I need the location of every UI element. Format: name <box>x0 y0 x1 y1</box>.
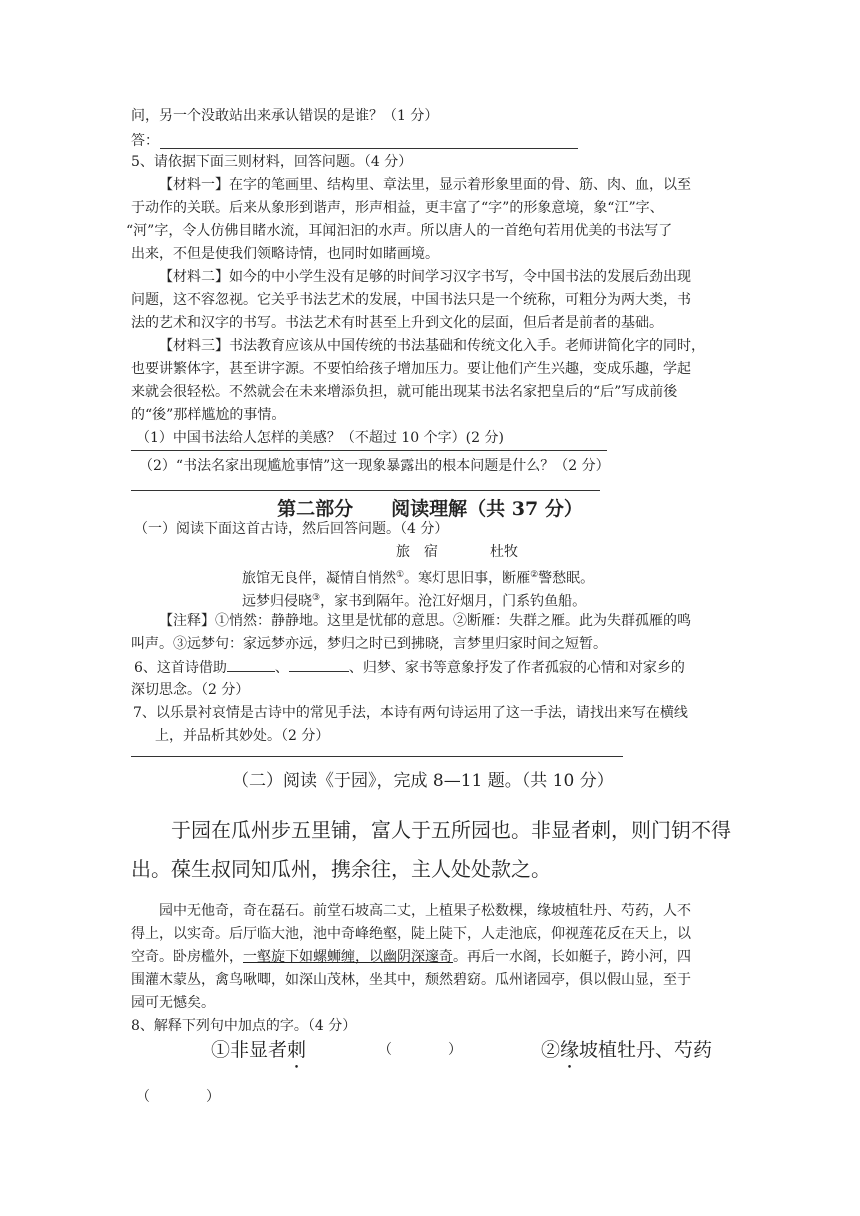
material-2-l3: 法的艺术和汉字的书写。书法艺术有时甚至上升到文化的层面，但后者是前者的基础。 <box>131 315 663 331</box>
answer-line-q7[interactable] <box>131 756 623 757</box>
note-1: 【注释】①悄然：静静地。这里是忧郁的意思。②断雁：失群之雁。此为失群孤雁的鸣 <box>159 613 691 629</box>
yuyuan-p1a: 于园在瓜州步五里铺，富人于五所园也。非显者刺，则门钥不得 <box>171 818 731 842</box>
yuyuan-p2-l4: 围灌木蒙丛，禽鸟啾唧，如深山茂林，坐其中，颓然碧窈。瓜州诸园亭，俱以假山显，至于 <box>131 972 691 988</box>
section2-heading: （二）阅读《于园》，完成 8—11 题。（共 10 分） <box>232 771 614 791</box>
yuyuan-p2-l2: 得上，以实奇。后厅临大池，池中奇峰绝壑，陡上陡下，人走池底，仰视莲花反在天上，以 <box>131 926 691 942</box>
material-1-l2: 于动作的关联。后来从象形到谐声，形声相益，更丰富了“字”的形象意境，象“江”字、 <box>131 200 664 216</box>
answer-label: 答： <box>131 133 159 149</box>
poem-l2b: ，家书到隔年。沧江好烟月，门系钓鱼船。 <box>320 593 587 610</box>
poem-line-1 <box>242 565 594 589</box>
sup-1: ① <box>396 570 405 580</box>
yuyuan-p2-l3b: 。再后一水阁，长如艇子，跨小河，四 <box>453 949 691 965</box>
q8-intro: 8、解释下列句中加点的字。（4 分） <box>131 1018 357 1034</box>
poem-title: 旅 宿 <box>396 544 438 560</box>
material-3-l2: 也要讲繁体字，甚至讲字源。不要怕给孩子增加压力。要让他们产生兴趣，变成乐趣，学起 <box>131 361 691 377</box>
answer-line[interactable] <box>160 148 578 149</box>
q8-item-2-num: ② <box>541 1039 561 1061</box>
q6-blank-2[interactable] <box>289 657 349 672</box>
q6-blank-1[interactable] <box>227 657 275 672</box>
material-2-l2: 问题，这不容忽视。它关乎书法艺术的发展，中国书法只是一个统称，可粗分为两大类，书 <box>131 292 691 308</box>
material-1: 【材料一】在字的笔画里、结构里、章法里，显示着形象里面的骨、筋、肉、血，以至 <box>159 177 691 193</box>
poem-l1b: 。寒灯思旧事，断雁 <box>404 570 531 587</box>
poem-intro: （一）阅读下面这首古诗，然后回答问题。（4 分） <box>134 521 449 537</box>
part2-title: 第二部分 阅读理解（共 37 分） <box>277 498 583 520</box>
q6-line <box>134 657 685 678</box>
q7-line: 7、以乐景衬哀情是古诗中的常见手法，本诗有两句诗运用了这一手法，请找出来写在横线 <box>133 705 688 721</box>
q6-text-b: 、归梦、家书等意象抒发了作者孤寂的心情和对家乡的 <box>348 660 685 676</box>
q6-line-2: 深切思念。（2 分） <box>131 682 250 698</box>
q7-line-2: 上，并品析其妙处。（2 分） <box>155 728 330 744</box>
sup-3: ③ <box>312 593 321 603</box>
q4-line: 问，另一个没敢站出来承认错误的是谁？（1 分） <box>131 108 439 124</box>
q8-item-2-text: 坡植牡丹、芍药 <box>579 1039 713 1061</box>
material-3: 【材料三】书法教育应该从中国传统的书法基础和传统文化入手。老师讲简化字的同时， <box>159 338 705 354</box>
material-1-l3: “河”字，令人仿佛目睹水流，耳闻汩汩的水声。所以唐人的一首绝句若用优美的书法写了 <box>126 223 673 239</box>
q8-paren-2[interactable]: （ ） <box>136 1089 220 1105</box>
q6-sep: 、 <box>274 660 289 676</box>
q8-item-1 <box>211 1037 306 1063</box>
material-3-l3: 来就会很轻松。不然就会在未来增添负担，就可能出现某书法名家把皇后的“后”写成前後 <box>131 384 678 400</box>
poem-l2a: 远梦归侵晓 <box>242 593 312 610</box>
yuyuan-p2-l5: 园可无憾矣。 <box>131 995 215 1011</box>
material-2: 【材料二】如今的中小学生没有足够的时间学习汉字书写，令中国书法的发展后劲出现 <box>159 269 691 285</box>
answer-line-q5-2[interactable] <box>131 490 600 491</box>
yuyuan-p2-l3a: 空奇。卧房槛外， <box>131 949 243 965</box>
dotted-char-2: 缘 <box>560 1039 580 1061</box>
yuyuan-p1b: 出。葆生叔同知瓜州，携余往，主人处处款之。 <box>131 857 551 881</box>
material-1-l4: 出来，不但是使我们领略诗情，也同时如睹画境。 <box>131 246 439 262</box>
q5-sub2: （2）“书法名家出现尴尬事情”这一现象暴露出的根本问题是什么？（2 分） <box>139 458 610 474</box>
q5-sub1: （1）中国书法给人怎样的美感？（不超过 10 个字）(2 分) <box>136 430 504 446</box>
poem-l1a: 旅馆无良伴，凝情自悄然 <box>242 570 396 587</box>
q8-item-2 <box>541 1037 712 1063</box>
yuyuan-underlined: 一壑旋下如螺蛳缠，以幽阴深邃奇 <box>243 949 453 965</box>
dotted-char-1: 刺 <box>287 1039 307 1061</box>
answer-line-q5-1[interactable] <box>131 450 607 451</box>
poem-l1c: 警愁眠。 <box>538 570 595 587</box>
yuyuan-p2-l3 <box>131 947 691 967</box>
sup-2: ② <box>530 570 539 580</box>
note-2: 叫声。③远梦句：家远梦亦远，梦归之时已到拂晓，言梦里归家时间之短暂。 <box>131 636 607 652</box>
q6-text-a: 6、这首诗借助 <box>134 660 227 676</box>
poem-line-2 <box>242 588 586 612</box>
q8-paren-1[interactable]: （ ） <box>378 1042 462 1058</box>
material-3-l4: 的“後”那样尴尬的事情。 <box>131 407 286 423</box>
q8-item-1-text: ①非显者 <box>211 1039 288 1061</box>
yuyuan-p2-l1: 园中无他奇，奇在磊石。前堂石坡高二丈，上植果子松数棵，缘坡植牡丹、芍药，人不 <box>159 903 691 919</box>
q5-intro: 5、请依据下面三则材料，回答问题。（4 分） <box>131 154 413 170</box>
poem-author: 杜牧 <box>490 544 518 560</box>
